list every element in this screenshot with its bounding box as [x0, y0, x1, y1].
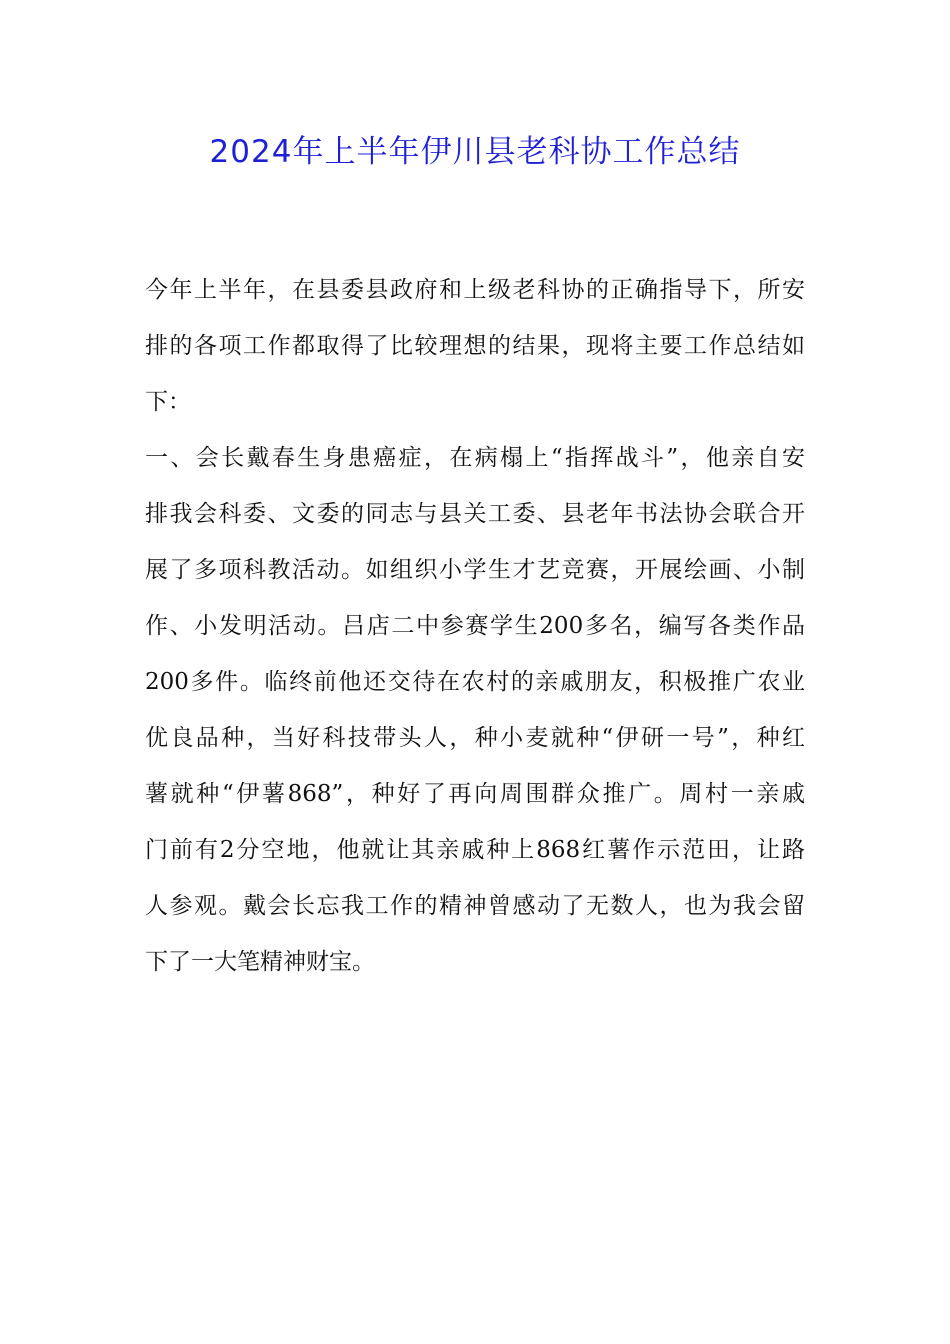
- body-line: 下：: [145, 389, 191, 415]
- document-body: [145, 262, 805, 990]
- body-line: 排的各项工作都取得了比较理想的结果，现将主要工作总结如: [145, 333, 805, 359]
- body-line: 薯就种“伊薯868”，种好了再向周围群众推广。周村一亲戚: [145, 781, 805, 807]
- body-line: 门前有2分空地，他就让其亲戚种上868红薯作示范田，让路: [145, 837, 805, 863]
- body-line: 一、会长戴春生身患癌症，在病榻上“指挥战斗”，他亲自安: [145, 445, 805, 471]
- body-line: 作、小发明活动。吕店二中参赛学生200多名，编写各类作品: [145, 613, 805, 639]
- body-line: 下了一大笔精神财宝。: [145, 949, 375, 975]
- body-line: 200多件。临终前他还交待在农村的亲戚朋友，积极推广农业: [145, 669, 805, 695]
- document-title: 2024年上半年伊川县老科协工作总结: [209, 134, 741, 170]
- body-line: 展了多项科教活动。如组织小学生才艺竞赛，开展绘画、小制: [145, 557, 805, 583]
- body-line: 今年上半年，在县委县政府和上级老科协的正确指导下，所安: [145, 277, 805, 303]
- body-line: 优良品种，当好科技带头人，种小麦就种“伊研一号”，种红: [145, 725, 805, 751]
- body-line: 人参观。戴会长忘我工作的精神曾感动了无数人，也为我会留: [145, 893, 805, 919]
- body-line: 排我会科委、文委的同志与县关工委、县老年书法协会联合开: [145, 501, 805, 527]
